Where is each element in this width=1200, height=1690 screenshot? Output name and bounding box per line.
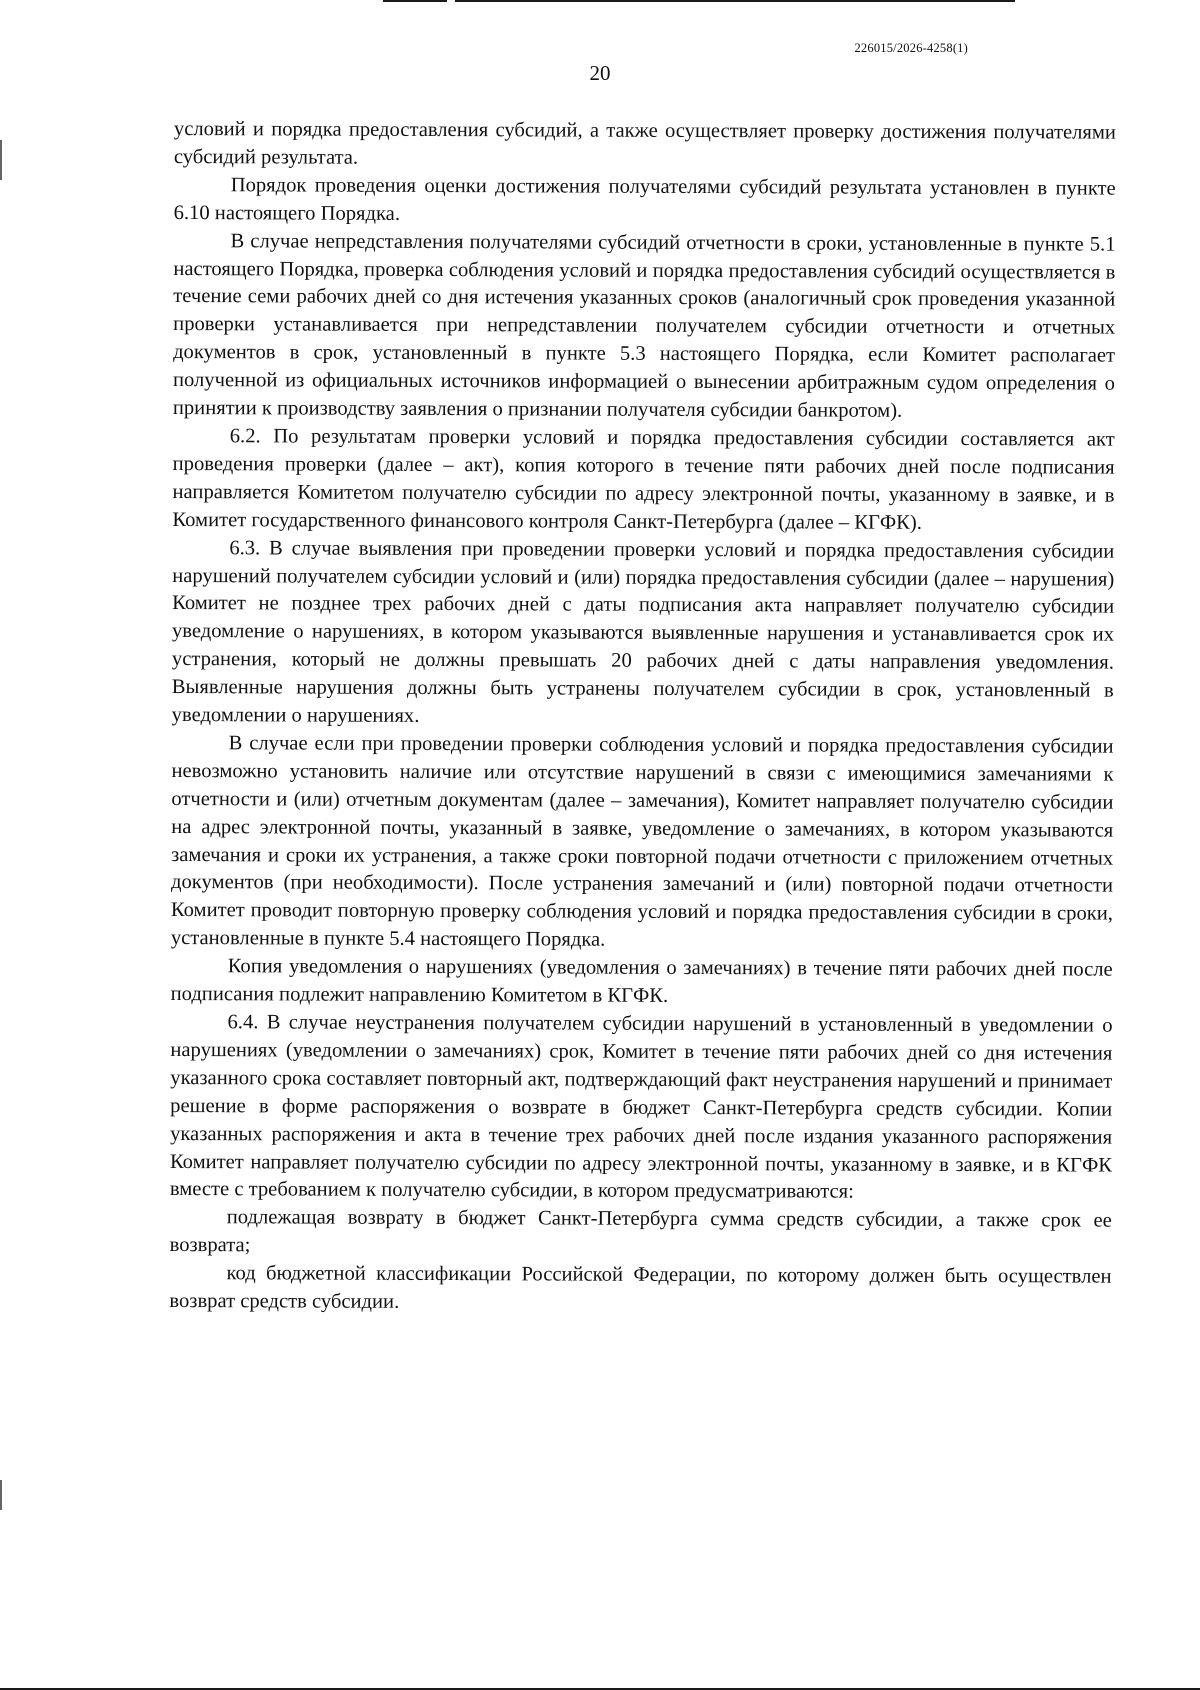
document-registration-number: 226015/2026-4258(1) [854, 41, 968, 55]
paragraph: Копия уведомления о нарушениях (уведомления о замечаниях) в течение пяти рабочих дней после подписания подлежит направлению Комитетом в КГФК. [170, 955, 1113, 1007]
scan-left-mark [0, 140, 2, 180]
paragraph-clause-6-2: 6.2. По результатам проверки условий и порядка предоставления субсидии составляется акт проведения проверки (далее – акт), копия которого в течение пяти рабочих дней после подписания направляется Комитетом получателю субсидии по адресу электронной почты, указанному в заявке, и в Комитет государственного финансового контроля Санкт-Петербурга (далее – КГФК). [172, 425, 1115, 534]
paragraph: В случае непредставления получателями субсидий отчетности в сроки, установленные в пункте 5.1 настоящего Порядка, проверка соблюдения условий и порядка предоставления субсидий осуществляется в течение семи рабочих дней со дня истечения указанных сроков (аналогичный срок проведения указанной проверки устанавливается при непредставлении получателем субсидии отчетности и отчетных документов в срок, установленный в пункте 5.3 настоящего Порядка, если Комитет располагает полученной из официальных источников информацией о вынесении арбитражным судом определения о принятии к производству заявления о признании получателя субсидии банкротом). [172, 229, 1116, 422]
scan-edge-line [455, 0, 1015, 2]
paragraph: Порядок проведения оценки достижения получателями субсидий результата установлен в пункте 6.10 настоящего Порядка. [173, 174, 1116, 225]
scan-edge-mark [383, 0, 447, 2]
paragraph: В случае если при проведении проверки соблюдения условий и порядка предоставления субсидии невозможно установить наличие или отсутствие нарушений в связи с имеющимися замечаниями к отчетности и (или) отчетным документам (далее – замечания), Комитет направляет получателю субсидии на адрес электронной почты, указанный в заявке, уведомление о замечаниях, в котором указываются замечания и сроки их устранения, а также сроки повторной подачи отчетности с приложением отчетных документов (при необходимости). После устранения замечаний и (или) повторной подачи отчетности Комитет проводит повторную проверку соблюдения условий и порядка предоставления субсидии в сроки, установленные в пункте 5.4 настоящего Порядка. [170, 732, 1114, 951]
document-body [169, 116, 1116, 1320]
scan-left-mark [0, 1480, 2, 1510]
paragraph-clause-6-3: 6.3. В случае выявления при проведении проверки условий и порядка предоставления субсидии нарушений получателем субсидии условий и (или) порядка предоставления субсидии (далее – нарушения) Комитет не позднее трех рабочих дней с даты подписания акта направляет получателю субсидии уведомление о нарушениях, в котором указываются выявленные нарушения и устанавливается срок их устранения, который не должны превышать 20 рабочих дней с даты направления уведомления. Выявленные нарушения должны быть устранены получателем субсидии в срок, установленный в уведомлении о нарушениях. [171, 536, 1115, 727]
list-item: код бюджетной классификации Российской Федерации, по которому должен быть осуществлен возврат средств субсидии. [169, 1262, 1112, 1313]
list-item: подлежащая возврату в бюджет Санкт-Петербурга сумма средств субсидии, а также срок ее возврата; [169, 1206, 1112, 1257]
page-number: 20 [589, 61, 611, 85]
paragraph-clause-6-4: 6.4. В случае неустранения получателем субсидии нарушений в установленный в уведомлении о нарушениях (уведомлении о замечаниях) срок, Комитет в течение пяти рабочих дней со дня истечения указанного срока составляет повторный акт, подтверждающий факт неустранения нарушений и принимает решение в форме распоряжения о возврате в бюджет Санкт-Петербурга средств субсидии. Копии указанных распоряжения и акта в течение трех рабочих дней после издания указанного распоряжения Комитет направляет получателю субсидии по адресу электронной почты, указанному в заявке, и в КГФК вместе с требованием к получателю субсидии, в котором предусматриваются: [169, 1011, 1113, 1204]
paragraph-continuation: условий и порядка предоставления субсидий, а также осуществляет проверку достижения получателями субсидий результата. [173, 117, 1116, 169]
